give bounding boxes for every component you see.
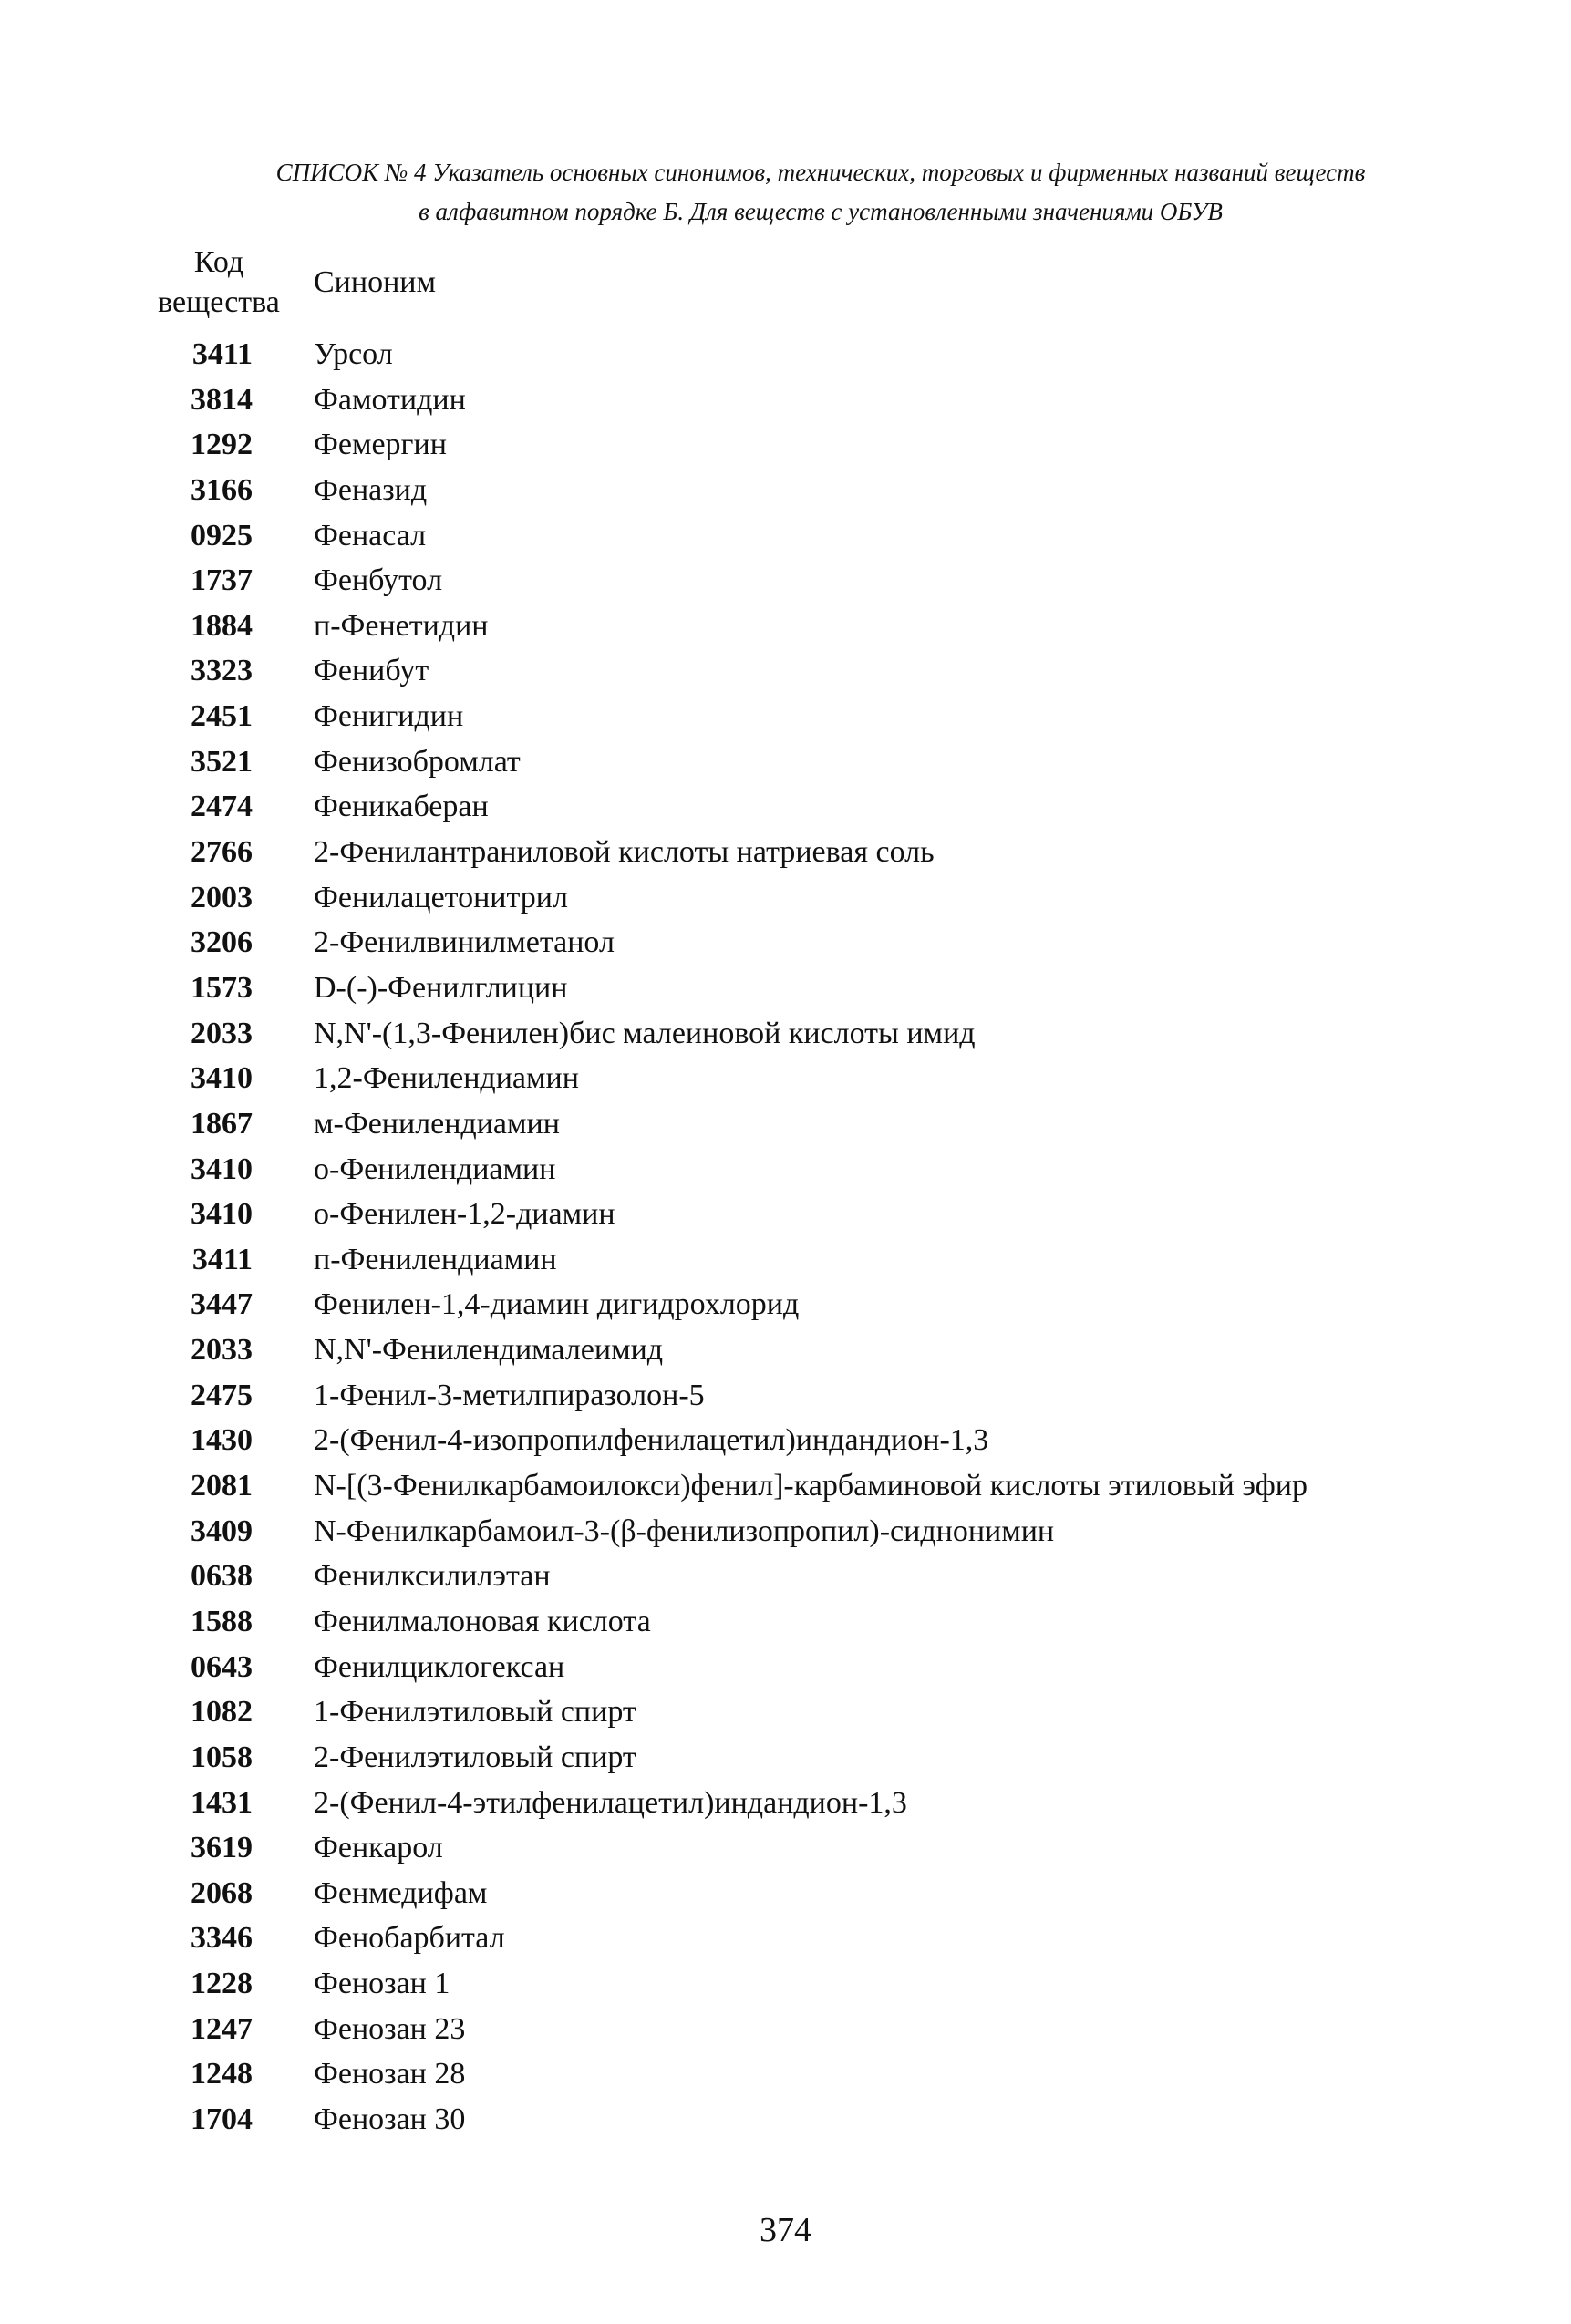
substance-code: 0643 xyxy=(191,1649,253,1684)
substance-code: 1704 xyxy=(191,2102,253,2136)
synonym-name: N-[(3-Фенилкарбамоилокси)фенил]-карбаминовой кислоты этиловый эфир xyxy=(314,1469,1307,1503)
substance-code: 1431 xyxy=(191,1785,253,1820)
table-row xyxy=(0,1509,1571,1554)
synonym-name: N,N'-Фенилендималеимид xyxy=(314,1333,664,1368)
table-row xyxy=(0,1781,1571,1826)
synonym-name: Фенилмалоновая кислота xyxy=(314,1604,651,1638)
table-row xyxy=(0,377,1571,423)
column-header-code-line-2: вещества xyxy=(158,285,280,319)
synonym-name: Фенозан 30 xyxy=(314,2102,466,2136)
synonym-name: Фенигидин xyxy=(314,699,464,734)
synonym-name: 1-Фенил-3-метилпиразолон-5 xyxy=(314,1378,705,1412)
synonym-name: Фенобарбитал xyxy=(314,1921,505,1956)
synonym-name: Фенибут xyxy=(314,654,429,688)
table-row xyxy=(0,739,1571,785)
table-row xyxy=(0,648,1571,694)
synonym-name: Фенозан 1 xyxy=(314,1967,450,2001)
substance-code: 3521 xyxy=(191,744,253,779)
table-row xyxy=(0,1327,1571,1373)
column-header-code xyxy=(137,243,301,323)
substance-code: 3410 xyxy=(191,1061,253,1096)
table-row xyxy=(0,966,1571,1011)
table-row xyxy=(0,1192,1571,1237)
table-row xyxy=(0,604,1571,649)
table-row xyxy=(0,1645,1571,1690)
table-row xyxy=(0,1282,1571,1327)
table-row xyxy=(0,332,1571,377)
substance-code: 2451 xyxy=(191,699,253,734)
substance-code: 2081 xyxy=(191,1469,253,1503)
substance-code: 1247 xyxy=(191,2011,253,2046)
synonym-name: 2-Фенилэтиловый спирт xyxy=(314,1740,636,1774)
substance-code: 0925 xyxy=(191,518,253,553)
table-row xyxy=(0,558,1571,604)
substance-code: 1058 xyxy=(191,1740,253,1774)
substance-code: 0638 xyxy=(191,1559,253,1594)
table-row xyxy=(0,2051,1571,2097)
synonym-name: о-Фенилен-1,2-диамин xyxy=(314,1197,615,1232)
table-row xyxy=(0,468,1571,513)
synonym-name: Фенбутол xyxy=(314,563,443,598)
synonym-name: Фенмедифам xyxy=(314,1875,488,1910)
substance-code: 3814 xyxy=(191,382,253,417)
substance-code: 3206 xyxy=(191,925,253,960)
table-row xyxy=(0,2097,1571,2143)
synonym-name: D-(-)-Фенилглицин xyxy=(314,970,568,1005)
substance-code: 3166 xyxy=(191,472,253,507)
synonym-name: Фамотидин xyxy=(314,382,466,417)
page-number: 374 xyxy=(760,2211,811,2249)
substance-code: 2474 xyxy=(191,790,253,824)
table-row xyxy=(0,1373,1571,1419)
table-row xyxy=(0,1101,1571,1147)
table-row xyxy=(0,1056,1571,1101)
synonym-name: Фенозан 28 xyxy=(314,2057,466,2092)
substance-code: 2766 xyxy=(191,835,253,870)
synonym-name: Феназид xyxy=(314,472,428,507)
synonym-name: Фенилксилилэтан xyxy=(314,1559,551,1594)
table-row xyxy=(0,1554,1571,1599)
substance-code: 2475 xyxy=(191,1378,253,1412)
synonym-name: 2-(Фенил-4-этилфенилацетил)индандион-1,3 xyxy=(314,1785,907,1820)
table-row xyxy=(0,694,1571,739)
table-row xyxy=(0,875,1571,921)
table-row xyxy=(0,920,1571,966)
substance-code: 1430 xyxy=(191,1423,253,1458)
table-row xyxy=(0,1735,1571,1781)
table-row xyxy=(0,1689,1571,1735)
synonym-name: Феникаберан xyxy=(314,790,489,824)
substance-code: 1884 xyxy=(191,608,253,643)
substance-code: 3619 xyxy=(191,1831,253,1865)
substance-code: 1867 xyxy=(191,1106,253,1141)
substance-code: 2033 xyxy=(191,1016,253,1050)
substance-code: 1573 xyxy=(191,970,253,1005)
table-row xyxy=(0,1916,1571,1961)
table-row xyxy=(0,1011,1571,1057)
synonym-name: 2-Фенилвинилметанол xyxy=(314,925,615,960)
header-line-2: в алфавитном порядке Б. Для веществ с установленными значениями ОБУВ xyxy=(419,198,1223,225)
substance-code: 1248 xyxy=(191,2057,253,2092)
synonym-name: Фенозан 23 xyxy=(314,2011,466,2046)
substance-code: 1737 xyxy=(191,563,253,598)
page-header xyxy=(182,153,1459,232)
table-row xyxy=(0,830,1571,875)
synonym-name: 2-(Фенил-4-изопропилфенилацетил)индандион-1,3 xyxy=(314,1423,989,1458)
substance-code: 3411 xyxy=(191,1242,253,1276)
column-header-code-line-1: Код xyxy=(193,245,244,279)
synonym-name: о-Фенилендиамин xyxy=(314,1152,556,1186)
header-line-1: СПИСОК № 4 Указатель основных синонимов, технических, торговых и фирменных названий веществ xyxy=(275,159,1366,186)
substance-code: 2033 xyxy=(191,1333,253,1368)
synonym-name: Фенилциклогексан xyxy=(314,1649,565,1684)
table-row xyxy=(0,1418,1571,1463)
column-header-synonym: Синоним xyxy=(314,265,436,299)
substance-code: 3346 xyxy=(191,1921,253,1956)
substance-code: 1292 xyxy=(191,428,253,462)
synonym-name: Урсол xyxy=(314,337,393,371)
synonym-name: п-Фенетидин xyxy=(314,608,489,643)
substance-code: 3447 xyxy=(191,1287,253,1322)
synonym-name: Фенилен-1,4-диамин дигидрохлорид xyxy=(314,1287,800,1322)
table-row xyxy=(0,1871,1571,1916)
table-row xyxy=(0,513,1571,559)
synonym-table xyxy=(0,332,1571,2143)
substance-code: 3323 xyxy=(191,654,253,688)
synonym-name: 1,2-Фенилендиамин xyxy=(314,1061,579,1096)
substance-code: 2003 xyxy=(191,880,253,914)
substance-code: 3411 xyxy=(191,337,253,371)
table-row xyxy=(0,1599,1571,1645)
synonym-name: Фенкарол xyxy=(314,1831,443,1865)
substance-code: 1588 xyxy=(191,1604,253,1638)
table-row xyxy=(0,784,1571,830)
synonym-name: N,N'-(1,3-Фенилен)бис малеиновой кислоты имид xyxy=(314,1016,976,1050)
synonym-name: 2-Фенилантраниловой кислоты натриевая соль xyxy=(314,835,935,870)
synonym-name: Фенилацетонитрил xyxy=(314,880,568,914)
substance-code: 3410 xyxy=(191,1197,253,1232)
synonym-name: Фенизобромлат xyxy=(314,744,521,779)
table-row xyxy=(0,1825,1571,1871)
table-row xyxy=(0,2007,1571,2052)
table-row xyxy=(0,1463,1571,1509)
table-row xyxy=(0,1961,1571,2007)
table-row xyxy=(0,1237,1571,1283)
synonym-name: N-Фенилкарбамоил-3-(β-фенилизопропил)-сиднонимин xyxy=(314,1513,1055,1548)
substance-code: 1228 xyxy=(191,1967,253,2001)
substance-code: 1082 xyxy=(191,1695,253,1730)
substance-code: 3409 xyxy=(191,1513,253,1548)
table-row xyxy=(0,1147,1571,1193)
synonym-name: Фемергин xyxy=(314,428,447,462)
synonym-name: п-Фенилендиамин xyxy=(314,1242,557,1276)
synonym-name: Фенасал xyxy=(314,518,427,553)
table-row xyxy=(0,422,1571,468)
synonym-name: м-Фенилендиамин xyxy=(314,1106,560,1141)
substance-code: 3410 xyxy=(191,1152,253,1186)
synonym-name: 1-Фенилэтиловый спирт xyxy=(314,1695,636,1730)
substance-code: 2068 xyxy=(191,1875,253,1910)
